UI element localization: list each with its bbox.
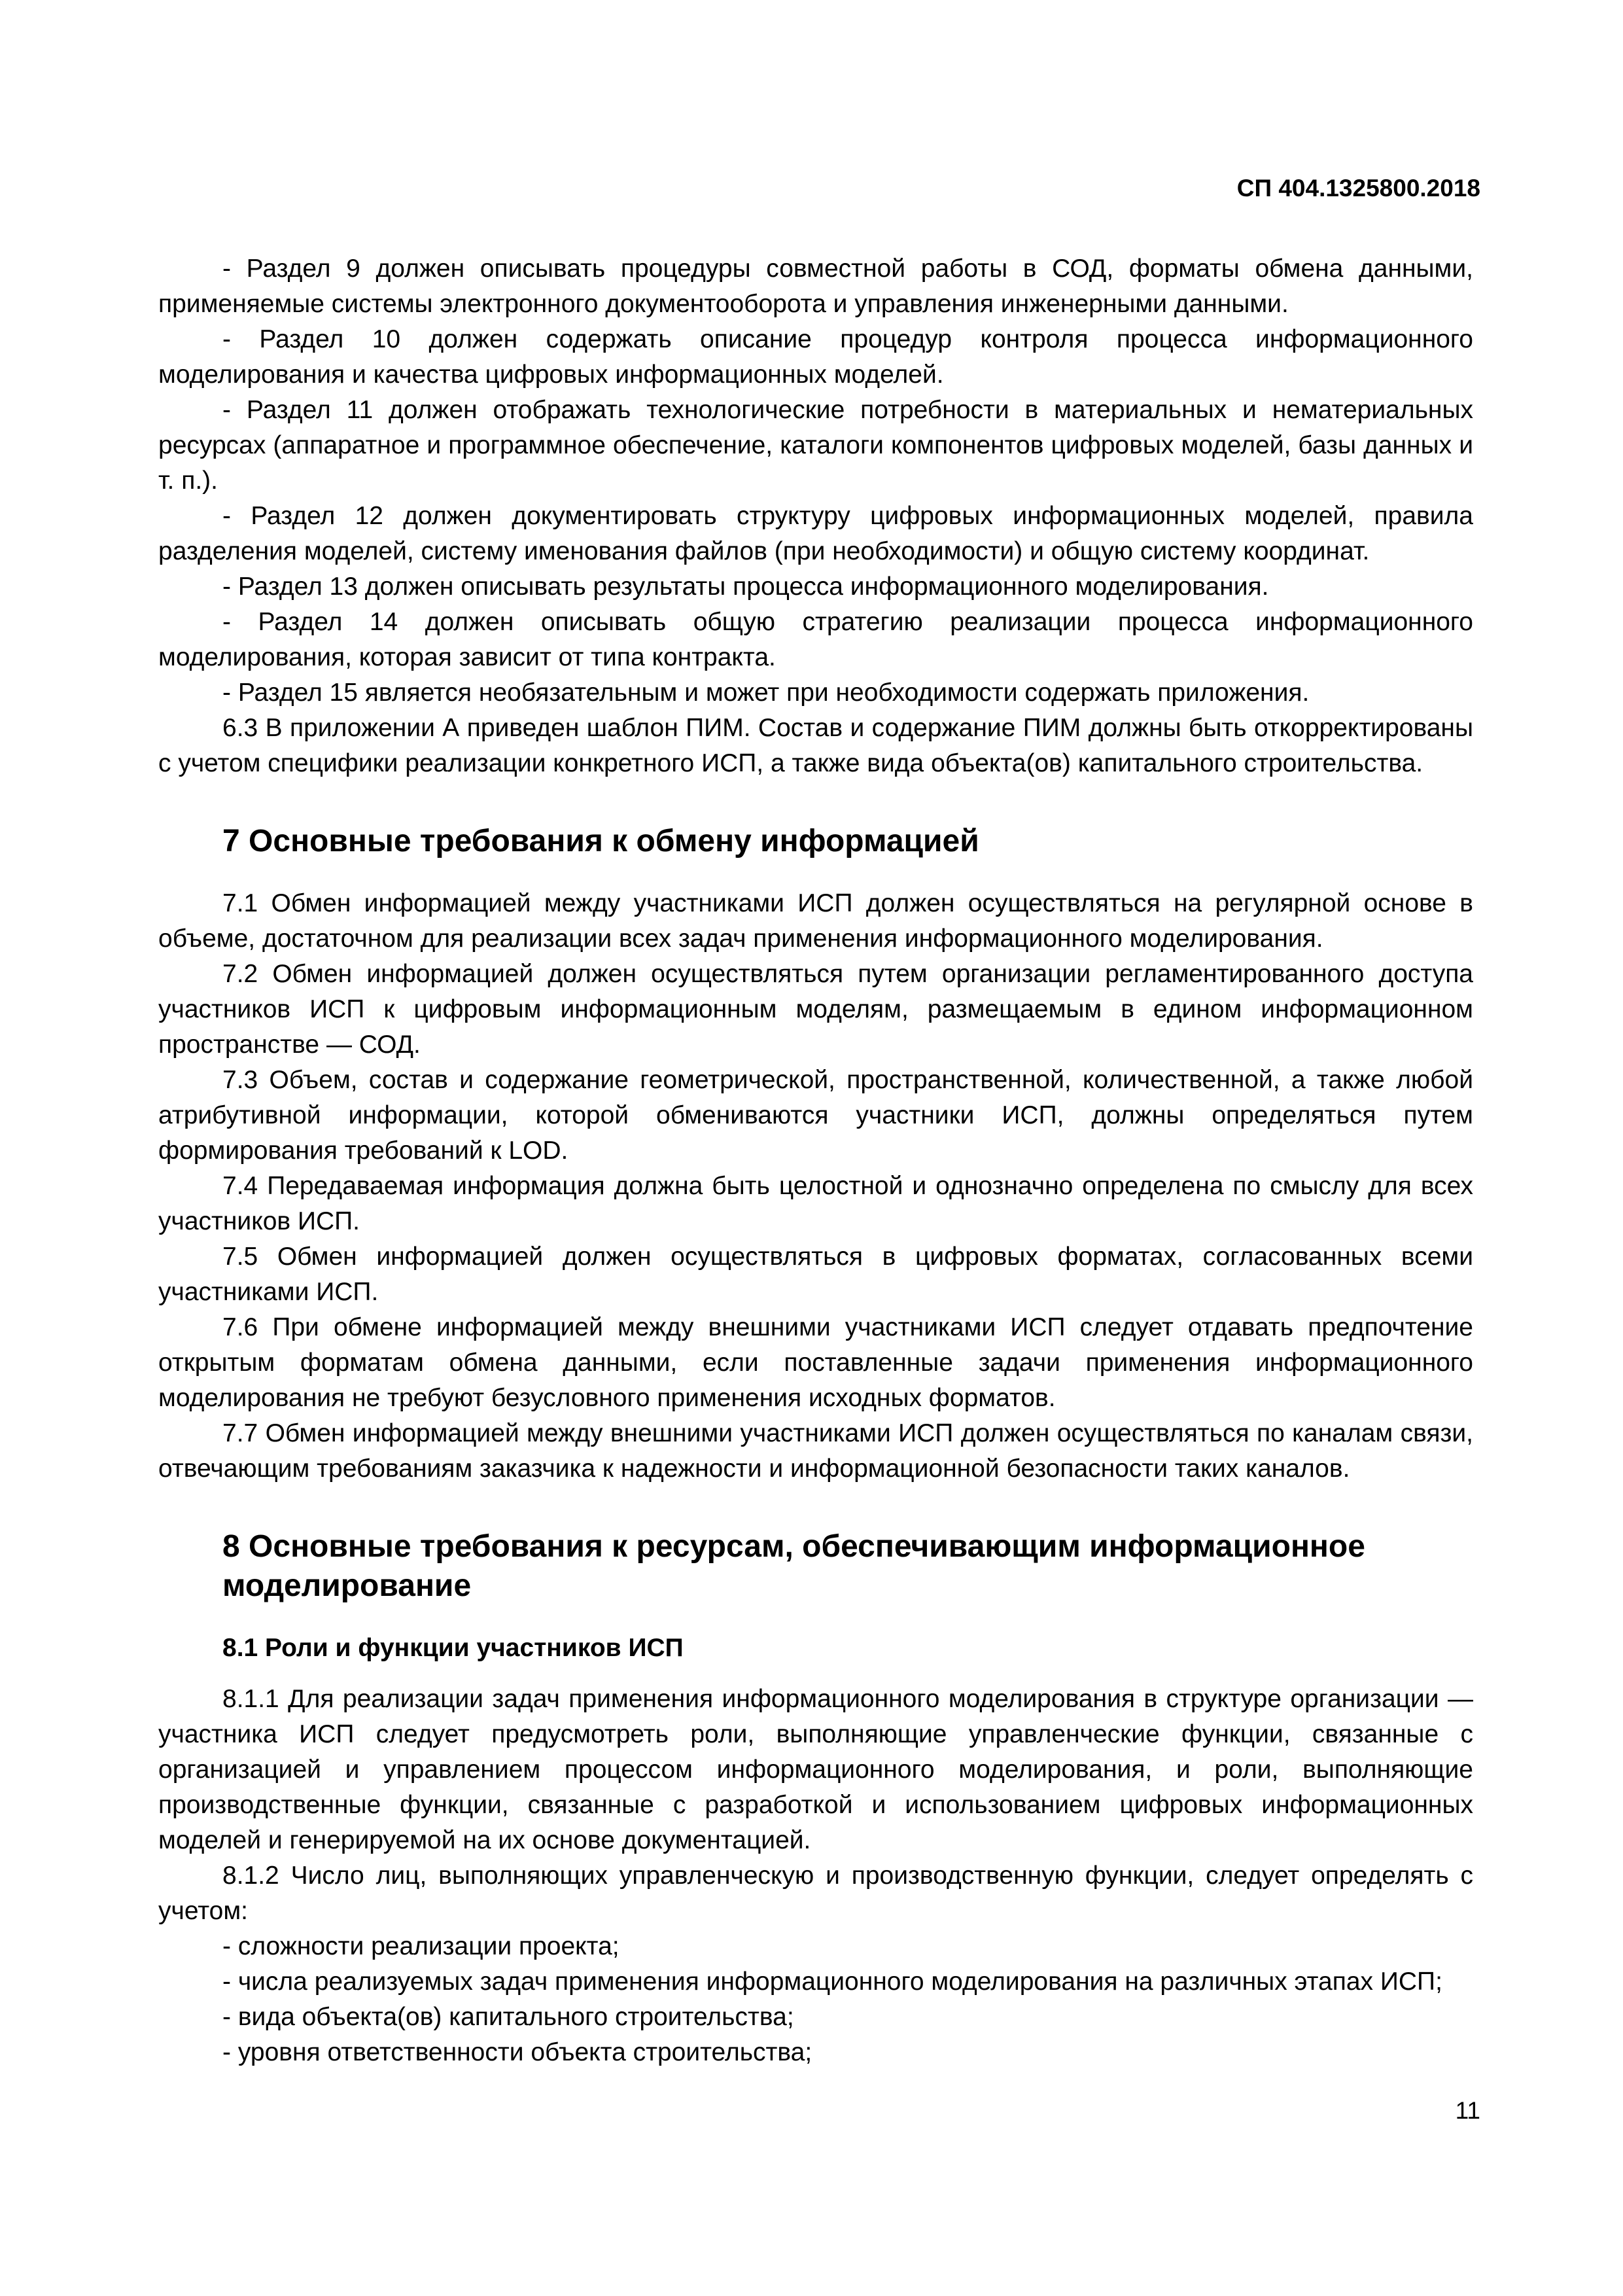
- paragraph: - Раздел 10 должен содержать описание процедур контроля процесса информационного моделирования и качества цифровых информационных моделей.: [158, 325, 1473, 389]
- paragraph: 7.3 Объем, состав и содержание геометрической, пространственной, количественной, а также любой атрибутивной информации, которой обмениваются участники ИСП, должны определяться путем формирования требований к LOD.: [158, 1066, 1473, 1165]
- list-item: - сложности реализации проекта;: [222, 1932, 620, 1960]
- subsection-8-1-heading: 8.1 Роли и функции участников ИСП: [222, 1634, 684, 1662]
- paragraph: 7.6 При обмене информацией между внешними участниками ИСП следует отдавать предпочтение открытым форматам обмена данными, если поставленные задачи применения информационного моделирования не требуют безусловного применения исходных форматов.: [158, 1313, 1473, 1412]
- section-8-heading: 8 Основные требования к ресурсам, обеспечивающим информационное моделирование: [222, 1529, 1365, 1603]
- list-item: - вида объекта(ов) капитального строительства;: [222, 2003, 794, 2031]
- page-content: [158, 251, 1473, 2070]
- paragraph: - Раздел 14 должен описывать общую стратегию реализации процесса информационного моделирования, которая зависит от типа контракта.: [158, 608, 1473, 671]
- list-item: - числа реализуемых задач применения информационного моделирования на различных этапах ИСП;: [222, 1968, 1442, 1996]
- paragraph: 7.7 Обмен информацией между внешними участниками ИСП должен осуществляться по каналам связи, отвечающим требованиям заказчика к надежности и информационной безопасности таких каналов.: [158, 1419, 1473, 1483]
- section-7-heading: 7 Основные требования к обмену информацией: [222, 824, 979, 858]
- paragraph: - Раздел 12 должен документировать структуру цифровых информационных моделей, правила разделения моделей, систему именования файлов (при необходимости) и общую систему координат.: [158, 502, 1473, 565]
- paragraph: - Раздел 11 должен отображать технологические потребности в материальных и нематериальных ресурсах (аппаратное и программное обеспечение, каталоги компонентов цифровых моделей, базы данных и т. п.).: [158, 396, 1473, 495]
- paragraph: - Раздел 13 должен описывать результаты процесса информационного моделирования.: [222, 573, 1269, 601]
- paragraph: 8.1.2 Число лиц, выполняющих управленческую и производственную функции, следует определять с учетом:: [158, 1862, 1473, 1925]
- paragraph: 7.1 Обмен информацией между участниками ИСП должен осуществляться на регулярной основе в объеме, достаточном для реализации всех задач применения информационного моделирования.: [158, 889, 1473, 953]
- document-code: СП 404.1325800.2018: [1236, 175, 1480, 202]
- paragraph: 8.1.1 Для реализации задач применения информационного моделирования в структуре организации — участника ИСП следует предусмотреть роли, выполняющие управленческие функции, связанные с организацией и управлением процессом информационного моделирования, и роли, выполняющие производственные функции, связанные с разработкой и использованием цифровых информационных моделей и генерируемой на их основе документацией.: [158, 1685, 1473, 1854]
- list-item: - уровня ответственности объекта строительства;: [222, 2038, 812, 2066]
- page-number: 11: [1455, 2097, 1480, 2124]
- paragraph: 6.3 В приложении А приведен шаблон ПИМ. Состав и содержание ПИМ должны быть откорректированы с учетом специфики реализации конкретного ИСП, а также вида объекта(ов) капитального строительства.: [158, 714, 1473, 777]
- paragraph: 7.2 Обмен информацией должен осуществляться путем организации регламентированного доступа участников ИСП к цифровым информационным моделям, размещаемым в едином информационном пространстве — СОД.: [158, 960, 1473, 1059]
- paragraph: - Раздел 15 является необязательным и может при необходимости содержать приложения.: [222, 679, 1310, 707]
- paragraph: - Раздел 9 должен описывать процедуры совместной работы в СОД, форматы обмена данными, применяемые системы электронного документооборота и управления инженерными данными.: [158, 255, 1473, 318]
- paragraph: 7.4 Передаваемая информация должна быть целостной и однозначно определена по смыслу для всех участников ИСП.: [158, 1172, 1473, 1235]
- paragraph: 7.5 Обмен информацией должен осуществляться в цифровых форматах, согласованных всеми участниками ИСП.: [158, 1243, 1473, 1306]
